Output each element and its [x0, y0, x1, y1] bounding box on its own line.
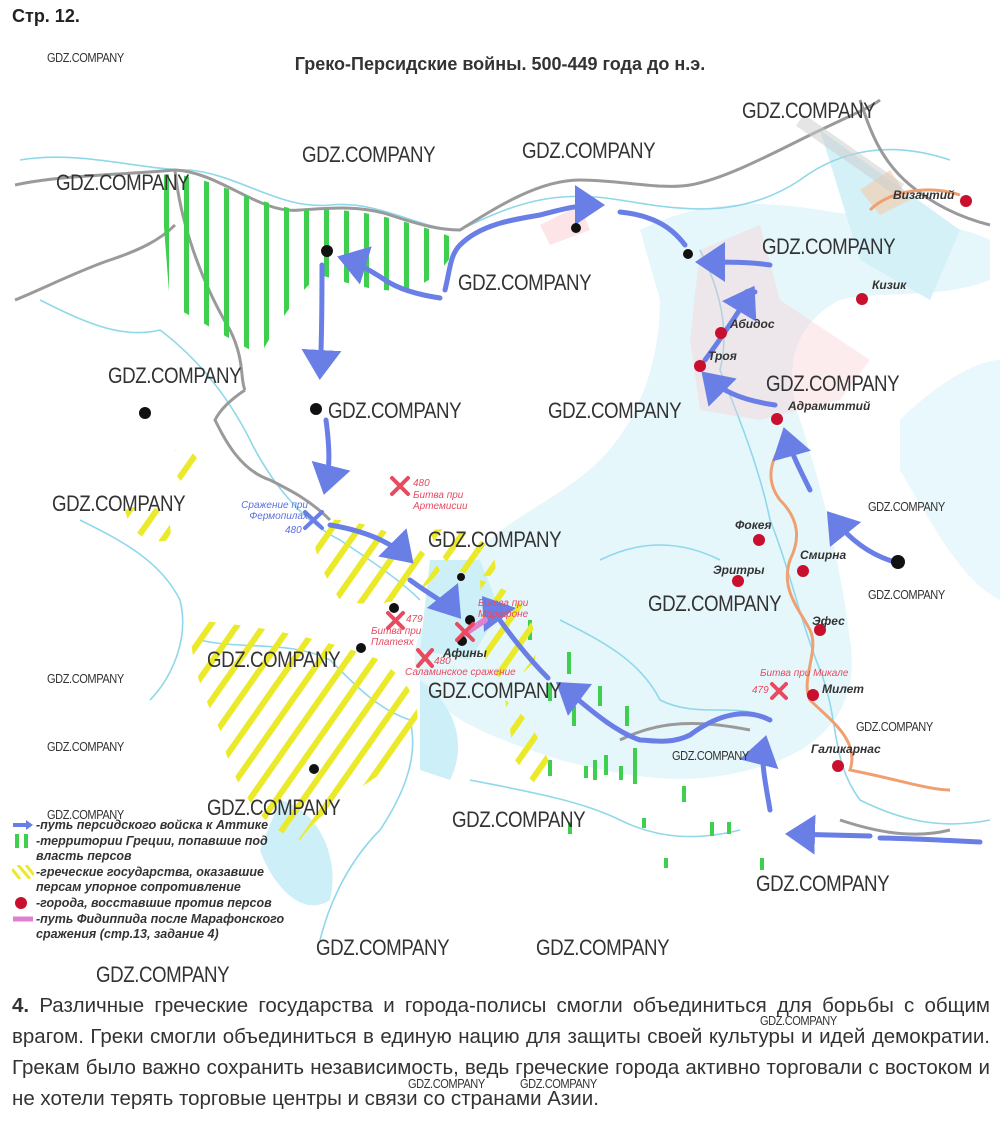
watermark: GDZ.COMPANY	[672, 748, 749, 763]
watermark: GDZ.COMPANY	[316, 935, 450, 960]
watermark: GDZ.COMPANY	[458, 270, 592, 295]
legend-under-persia	[12, 834, 312, 864]
watermark: GDZ.COMPANY	[520, 1076, 597, 1091]
watermark: GDZ.COMPANY	[328, 398, 462, 423]
battle-thermopylae-year: 480	[285, 525, 302, 536]
map-title: Греко-Персидские войны. 500-449 года до н.э.	[294, 54, 706, 74]
watermark: GDZ.COMPANY	[207, 647, 341, 672]
battle-artemisium-label: Битва при Артемисии	[413, 490, 468, 512]
watermark: GDZ.COMPANY	[207, 795, 341, 820]
pink-line-swatch-icon	[12, 912, 34, 926]
city-smyrna: Смирна	[800, 548, 847, 562]
legend-resisted-label: -греческие государства, оказавшие персам упорное сопротивление	[36, 865, 264, 894]
answer-block	[12, 990, 990, 1114]
watermark: GDZ.COMPANY	[428, 678, 562, 703]
battle-artemisium-year: 480	[413, 478, 430, 489]
legend-persian-route	[12, 818, 312, 833]
watermark: GDZ.COMPANY	[47, 671, 124, 686]
watermark: GDZ.COMPANY	[756, 871, 890, 896]
battle-plataea-label: Битва при Платеях	[371, 626, 422, 648]
city-erythrae: Эритры	[713, 563, 765, 577]
watermark: GDZ.COMPANY	[96, 962, 230, 987]
map-legend	[12, 818, 312, 943]
battle-salamis-year: 480	[434, 656, 451, 667]
watermark: GDZ.COMPANY	[762, 234, 896, 259]
city-troy: Троя	[708, 349, 737, 363]
city-miletus: Милет	[822, 682, 864, 696]
battle-mycale-label: Битва при Микале	[760, 668, 849, 679]
watermark: GDZ.COMPANY	[856, 719, 933, 734]
legend-rebel-cities	[12, 896, 312, 911]
battle-plataea-year: 479	[406, 614, 423, 625]
watermark: GDZ.COMPANY	[742, 98, 876, 123]
city-byzantium: Византий	[893, 188, 955, 202]
battle-thermopylae-label: Сражение при Фермопилах	[241, 500, 308, 522]
watermark: GDZ.COMPANY	[522, 138, 656, 163]
watermark: GDZ.COMPANY	[108, 363, 242, 388]
watermark: GDZ.COMPANY	[47, 50, 124, 65]
city-athens: Афины	[443, 646, 487, 660]
watermark: GDZ.COMPANY	[56, 170, 190, 195]
watermark: GDZ.COMPANY	[868, 499, 945, 514]
watermark: GDZ.COMPANY	[766, 371, 900, 396]
watermark: GDZ.COMPANY	[408, 1076, 485, 1091]
battle-salamis-label: Саламинское сражение	[405, 667, 516, 678]
watermark: GDZ.COMPANY	[536, 935, 670, 960]
city-phocaea: Фокея	[735, 518, 772, 532]
yellow-hatch-swatch-icon	[12, 865, 34, 879]
answer-number: 4.	[12, 994, 30, 1017]
legend-pheidippides	[12, 912, 312, 942]
battle-marathon-label: Битва при Марафоне	[478, 598, 529, 620]
watermark: GDZ.COMPANY	[47, 807, 124, 822]
city-ephesus: Эфес	[812, 614, 845, 628]
watermark: GDZ.COMPANY	[452, 807, 586, 832]
city-abydos: Абидос	[730, 317, 775, 331]
watermark: GDZ.COMPANY	[47, 739, 124, 754]
red-dot-swatch-icon	[12, 896, 34, 910]
legend-pheidippides-label: -путь Фидиппида после Марафонского сражения (стр.13, задание 4)	[36, 912, 285, 941]
watermark: GDZ.COMPANY	[548, 398, 682, 423]
watermark: GDZ.COMPANY	[760, 1013, 837, 1028]
watermark: GDZ.COMPANY	[648, 591, 782, 616]
legend-persian-route-label: -путь персидского войска к Аттике	[36, 818, 269, 832]
legend-under-persia-label: -территории Греции, попавшие под власть персов	[36, 834, 268, 863]
watermark: GDZ.COMPANY	[428, 527, 562, 552]
city-halicarnassus: Галикарнас	[811, 742, 881, 756]
route-swatch-icon	[12, 818, 34, 832]
legend-rebel-cities-label: -города, восставшие против персов	[36, 896, 272, 910]
page-label: Стр. 12.	[12, 6, 80, 26]
watermark: GDZ.COMPANY	[302, 142, 436, 167]
city-cyzicus: Кизик	[872, 278, 907, 292]
legend-resisted	[12, 865, 312, 895]
battle-mycale-year: 479	[752, 685, 769, 696]
answer-text: Различные греческие государства и города-полисы смогли объединиться для борьбы с общим врагом. Греки смогли объединиться в единую нацию для защиты своей культуры и идей демократии. Грекам было важно сохранить независимость, ведь греческие города активно торговали с востоком и не хотели терять торговые центры и связи со странами Азии.	[12, 994, 990, 1110]
city-adramyttium: Адрамиттий	[788, 399, 871, 413]
watermark: GDZ.COMPANY	[868, 587, 945, 602]
green-stripes-swatch-icon	[12, 834, 34, 848]
watermark: GDZ.COMPANY	[52, 491, 186, 516]
